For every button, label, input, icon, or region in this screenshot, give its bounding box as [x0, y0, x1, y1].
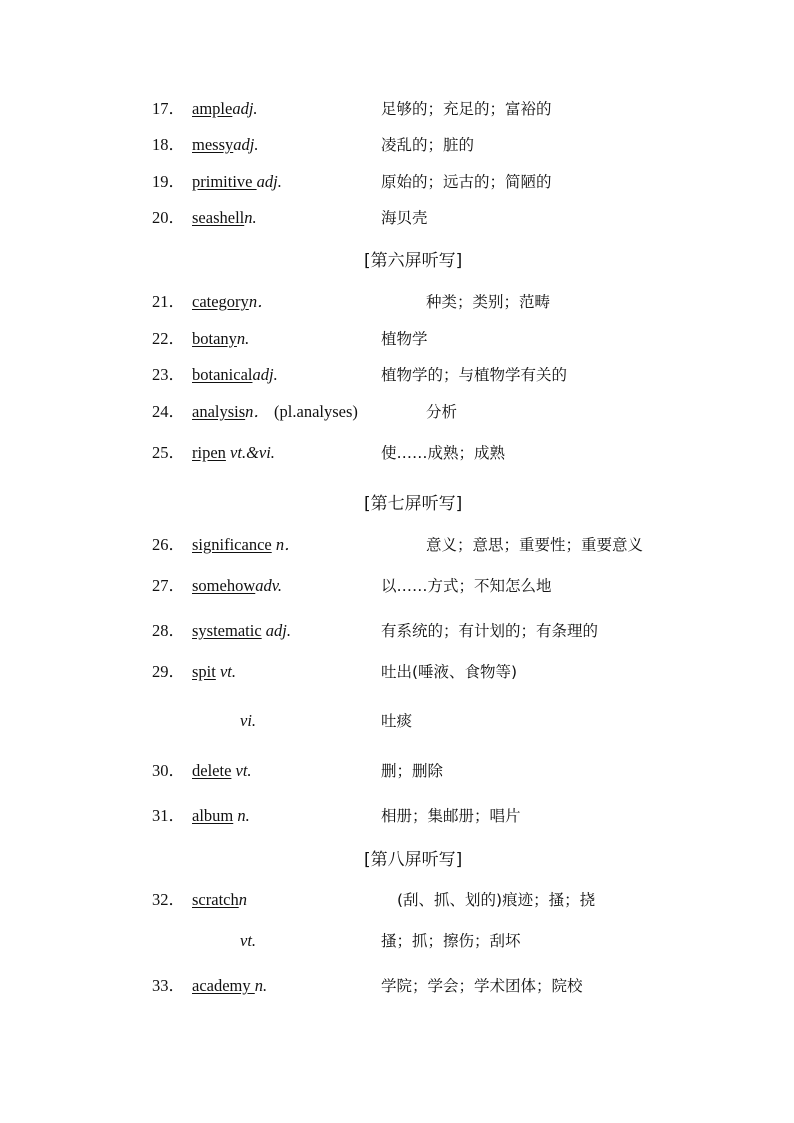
entry-pos: vt. — [240, 931, 257, 950]
entry-number: 27． — [152, 576, 185, 595]
entry-number: 23． — [152, 365, 185, 384]
entry-meaning: 使……成熟；成熟 — [381, 444, 506, 462]
vocab-entry — [0, 363, 794, 387]
entry-english — [192, 400, 358, 424]
vocab-entry — [0, 170, 794, 194]
entry-word: somehow — [192, 576, 256, 595]
vocab-entry — [0, 974, 794, 998]
entry-word: album — [192, 806, 234, 825]
entry-meaning: 吐出(唾液、食物等) — [381, 663, 518, 681]
vocab-entry — [0, 574, 794, 598]
entry-english — [192, 619, 291, 643]
entry-word: scratch — [192, 890, 239, 909]
vocab-entry — [0, 290, 794, 314]
entry-number: 24． — [152, 402, 185, 421]
entry-meaning: 以……方式；不知怎么地 — [381, 577, 552, 595]
entry-english — [192, 441, 275, 465]
entry-english — [240, 929, 256, 953]
entry-word: primitive — [192, 172, 257, 191]
entry-number: 29． — [152, 662, 185, 681]
entry-pos: vt. — [235, 761, 252, 780]
vocab-entry — [0, 97, 794, 121]
entry-word: messy — [192, 135, 234, 154]
section-heading: [第八屏听写] — [364, 850, 463, 870]
vocab-entry-sub — [0, 709, 794, 733]
entry-english — [192, 533, 301, 557]
entry-word: spit — [192, 662, 216, 681]
entry-meaning: 意义；意思；重要性；重要意义 — [426, 536, 644, 554]
vocab-entry — [0, 327, 794, 351]
entry-english — [192, 133, 258, 157]
vocab-entry — [0, 400, 794, 424]
entry-meaning: 原始的；远古的；简陋的 — [381, 173, 552, 191]
vocab-entry-sub — [0, 929, 794, 953]
entry-pos: vt.&vi. — [230, 443, 275, 462]
entry-english — [192, 888, 247, 912]
entry-pos: adj. — [256, 172, 282, 191]
entry-pos: adj. — [265, 621, 291, 640]
entry-meaning: 分析 — [426, 403, 458, 421]
entry-pos: n． — [275, 535, 301, 554]
entry-word: ample — [192, 99, 233, 118]
entry-meaning: 植物学的；与植物学有关的 — [381, 366, 568, 384]
entry-pos: n. — [244, 208, 257, 227]
entry-number: 33． — [152, 976, 185, 995]
entry-word: significance — [192, 535, 272, 554]
entry-word: botanical — [192, 365, 253, 384]
entry-number: 26． — [152, 535, 185, 554]
entry-pos: n — [238, 890, 247, 909]
entry-english — [192, 574, 282, 598]
entry-pos: adj. — [232, 99, 258, 118]
vocab-entry — [0, 888, 794, 912]
entry-number: 18． — [152, 135, 185, 154]
entry-english — [192, 759, 252, 783]
entry-meaning: 凌乱的；脏的 — [381, 136, 475, 154]
entry-number: 30． — [152, 761, 185, 780]
entry-pos: n. — [236, 329, 250, 348]
entry-word: academy — [192, 976, 255, 995]
entry-number: 21． — [152, 292, 185, 311]
entry-word: delete — [192, 761, 232, 780]
entry-meaning: 删；删除 — [381, 762, 444, 780]
entry-english — [240, 709, 256, 733]
entry-english — [192, 974, 267, 998]
vocab-entry — [0, 533, 794, 557]
entry-number: 20． — [152, 208, 185, 227]
entry-english — [192, 290, 274, 314]
entry-number: 17． — [152, 99, 185, 118]
entry-meaning: 种类；类别；范畴 — [426, 293, 551, 311]
vocab-entry — [0, 619, 794, 643]
entry-pos: adj. — [252, 365, 278, 384]
entry-word: category — [192, 292, 249, 311]
entry-word: systematic — [192, 621, 262, 640]
entry-pos: n． — [248, 292, 274, 311]
entry-pos: vt. — [219, 662, 237, 681]
entry-pos: n. — [237, 806, 250, 825]
vocab-entry — [0, 804, 794, 828]
entry-number: 19． — [152, 172, 185, 191]
entry-pos: adv. — [255, 576, 282, 595]
entry-word: analysis — [192, 402, 246, 421]
entry-plural-note: (pl.analyses) — [274, 402, 358, 421]
vocab-entry — [0, 206, 794, 230]
entry-number: 31． — [152, 806, 185, 825]
entry-pos: n． — [245, 402, 270, 421]
entry-pos: n. — [254, 976, 268, 995]
entry-word: seashell — [192, 208, 245, 227]
entry-meaning: 吐痰 — [381, 712, 413, 730]
section-heading: [第六屏听写] — [364, 251, 463, 271]
section-heading: [第七屏听写] — [364, 494, 463, 514]
entry-english — [192, 363, 278, 387]
entry-pos: adj. — [233, 135, 259, 154]
entry-english — [192, 327, 249, 351]
entry-meaning: 学院；学会；学术团体；院校 — [381, 977, 583, 995]
entry-meaning: (刮、抓、划的)痕迹；搔；挠 — [397, 891, 596, 909]
entry-number: 32． — [152, 890, 185, 909]
entry-meaning: 有系统的；有计划的；有条理的 — [381, 622, 599, 640]
entry-word: botany — [192, 329, 237, 348]
vocab-entry — [0, 660, 794, 684]
vocab-entry — [0, 441, 794, 465]
entry-number: 22． — [152, 329, 185, 348]
entry-english — [192, 170, 282, 194]
entry-meaning: 足够的；充足的；富裕的 — [381, 100, 552, 118]
entry-word: ripen — [192, 443, 226, 462]
entry-meaning: 植物学 — [381, 330, 428, 348]
entry-english — [192, 660, 236, 684]
vocab-entry — [0, 759, 794, 783]
entry-english — [192, 206, 257, 230]
entry-meaning: 搔；抓；擦伤；刮坏 — [381, 932, 521, 950]
entry-meaning: 相册；集邮册；唱片 — [381, 807, 521, 825]
entry-pos: vi. — [240, 711, 257, 730]
entry-number: 28． — [152, 621, 185, 640]
entry-english — [192, 97, 258, 121]
entry-number: 25． — [152, 443, 185, 462]
entry-english — [192, 804, 250, 828]
entry-meaning: 海贝壳 — [381, 209, 428, 227]
vocab-entry — [0, 133, 794, 157]
